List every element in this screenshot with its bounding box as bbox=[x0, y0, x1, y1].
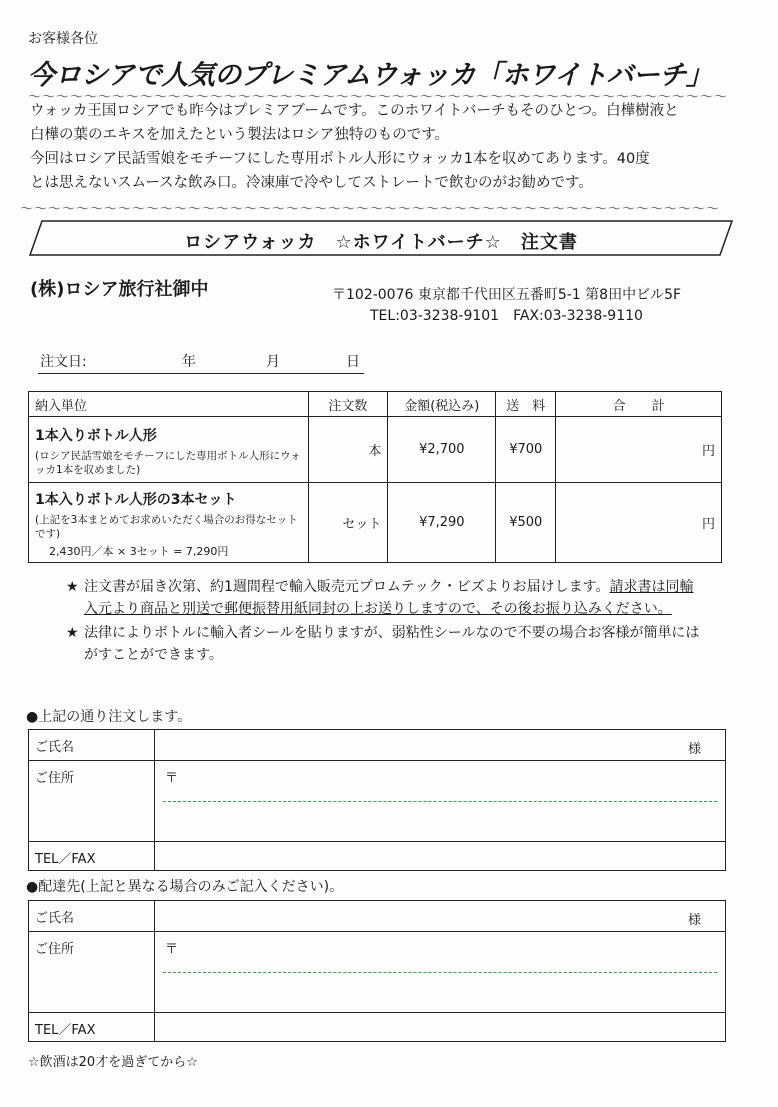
quantity-input[interactable]: セット bbox=[308, 483, 388, 563]
note-seal bbox=[66, 622, 706, 666]
intro-line: ウォッカ王国ロシアでも昨今はプレミアブームです。このホワイトバーチもそのひとつ。白樺樹液と bbox=[30, 103, 679, 119]
address-divider bbox=[163, 801, 717, 802]
address-input[interactable] bbox=[155, 761, 725, 841]
product-cell bbox=[29, 417, 309, 483]
shipping-cell: ¥700 bbox=[496, 417, 556, 483]
orderer-section-title: ●上記の通り注文します。 bbox=[26, 709, 192, 725]
company-contact: TEL:03-3238-9101 FAX:03-3238-9110 bbox=[370, 308, 643, 324]
name-label: ご氏名 bbox=[29, 901, 155, 931]
company-address: 〒102-0076 東京都千代田区五番町5-1 第8田中ビル5F bbox=[332, 287, 682, 303]
orderer-form bbox=[28, 729, 726, 871]
order-date-label: 注文日: bbox=[40, 354, 87, 370]
product-name: 1本入りボトル人形 bbox=[35, 427, 157, 444]
order-date-day: 日 bbox=[346, 354, 360, 370]
tel-input[interactable] bbox=[155, 1013, 725, 1041]
col-unit: 納入単位 bbox=[29, 392, 309, 417]
wave-divider-top: 〜〜〜〜〜〜〜〜〜〜〜〜〜〜〜〜〜〜〜〜〜〜〜〜〜〜〜〜〜〜〜〜〜〜〜〜〜〜〜〜〜〜〜〜〜〜〜〜〜〜 bbox=[28, 90, 729, 105]
col-shipping: 送 料 bbox=[496, 392, 556, 417]
star-icon: ★ bbox=[66, 625, 79, 641]
orderer-name-row bbox=[29, 730, 725, 761]
address-label: ご住所 bbox=[29, 761, 155, 841]
wave-divider-bottom: 〜〜〜〜〜〜〜〜〜〜〜〜〜〜〜〜〜〜〜〜〜〜〜〜〜〜〜〜〜〜〜〜〜〜〜〜〜〜〜〜〜〜〜〜〜〜〜〜〜〜 bbox=[20, 202, 721, 217]
col-quantity: 注文数 bbox=[308, 392, 388, 417]
address-input[interactable] bbox=[155, 932, 725, 1012]
tel-input[interactable] bbox=[155, 842, 725, 870]
tel-label: TEL／FAX bbox=[29, 1013, 155, 1041]
order-date-field[interactable] bbox=[38, 349, 364, 374]
name-label: ご氏名 bbox=[29, 730, 155, 760]
intro-line: とは思えないスムースな飲み口。冷凍庫で冷やしてストレートで飲むのがお勧めです。 bbox=[30, 175, 593, 191]
price-cell: ¥7,290 bbox=[388, 483, 496, 563]
footer-note: ☆飲酒は20才を過ぎてから☆ bbox=[28, 1055, 198, 1070]
address-label: ご住所 bbox=[29, 932, 155, 1012]
address-divider bbox=[163, 972, 717, 973]
note-seal-text: 法律によりボトルに輸入者シールを貼りますが、弱粘性シールなので不要の場合お客様が簡単にはがすことができます。 bbox=[84, 625, 700, 663]
product-desc: (ロシア民話雪娘をモチーフにした専用ボトル人形にウォッカ1本を収めました) bbox=[35, 449, 301, 476]
intro-text bbox=[30, 99, 760, 195]
order-table-header bbox=[29, 392, 722, 417]
product-desc: (上記を3本まとめてお求めいただく場合のお得なセットです) bbox=[35, 513, 298, 540]
honorific: 様 bbox=[687, 913, 701, 928]
total-input[interactable]: 円 bbox=[556, 417, 722, 483]
delivery-form bbox=[28, 900, 726, 1042]
note-delivery bbox=[66, 576, 706, 620]
star-icon: ★ bbox=[66, 579, 79, 595]
tel-label: TEL／FAX bbox=[29, 842, 155, 870]
banner-title: ロシアウォッカ ☆ホワイトバーチ☆ 注文書 bbox=[184, 232, 578, 253]
greeting: お客様各位 bbox=[28, 31, 98, 47]
shipping-cell: ¥500 bbox=[496, 483, 556, 563]
product-cell bbox=[29, 483, 309, 563]
name-input[interactable] bbox=[155, 901, 725, 931]
col-price: 金額(税込み) bbox=[388, 392, 496, 417]
postal-mark-icon: 〒 bbox=[165, 942, 179, 957]
notes bbox=[66, 576, 706, 668]
orderer-tel-row bbox=[29, 842, 725, 870]
product-name: 1本入りボトル人形の3本セット bbox=[35, 491, 237, 508]
delivery-name-row bbox=[29, 901, 725, 932]
order-form-banner bbox=[28, 220, 734, 256]
total-input[interactable]: 円 bbox=[556, 483, 722, 563]
company-address-block bbox=[332, 285, 681, 327]
delivery-section-title: ●配達先(上記と異なる場合のみご記入ください)。 bbox=[26, 879, 344, 895]
intro-line: 白樺の葉のエキスを加えたという製法はロシア独特のものです。 bbox=[30, 127, 450, 143]
name-input[interactable] bbox=[155, 730, 725, 760]
note-delivery-text: 注文書が届き次第、約1週間程で輸入販売元プロムテック・ビズよりお届けします。 bbox=[84, 579, 610, 595]
product-subnote: 2,430円／本 × 3セット = 7,290円 bbox=[49, 544, 229, 558]
note-invoice-text: 請求書は同輸入元より商品と別送で郵便振替用紙同封の上お送りしますので、その後お振り込みください。 bbox=[84, 579, 694, 617]
quantity-input[interactable]: 本 bbox=[308, 417, 388, 483]
table-row bbox=[29, 483, 722, 563]
col-total: 合 計 bbox=[556, 392, 722, 417]
honorific: 様 bbox=[687, 742, 701, 757]
intro-line: 今回はロシア民話雪娘をモチーフにした専用ボトル人形にウォッカ1本を収めてあります。40度 bbox=[30, 151, 650, 167]
order-table bbox=[28, 391, 722, 563]
postal-mark-icon: 〒 bbox=[165, 771, 179, 786]
order-date-year: 年 bbox=[182, 354, 196, 370]
table-row bbox=[29, 417, 722, 483]
orderer-address-row bbox=[29, 761, 725, 842]
price-cell: ¥2,700 bbox=[388, 417, 496, 483]
company-name: (株)ロシア旅行社御中 bbox=[30, 279, 209, 300]
headline: 今ロシアで人気のプレミアムウォッカ「ホワイトバーチ」 bbox=[28, 60, 713, 91]
delivery-address-row bbox=[29, 932, 725, 1013]
delivery-tel-row bbox=[29, 1013, 725, 1041]
order-date-month: 月 bbox=[266, 354, 280, 370]
